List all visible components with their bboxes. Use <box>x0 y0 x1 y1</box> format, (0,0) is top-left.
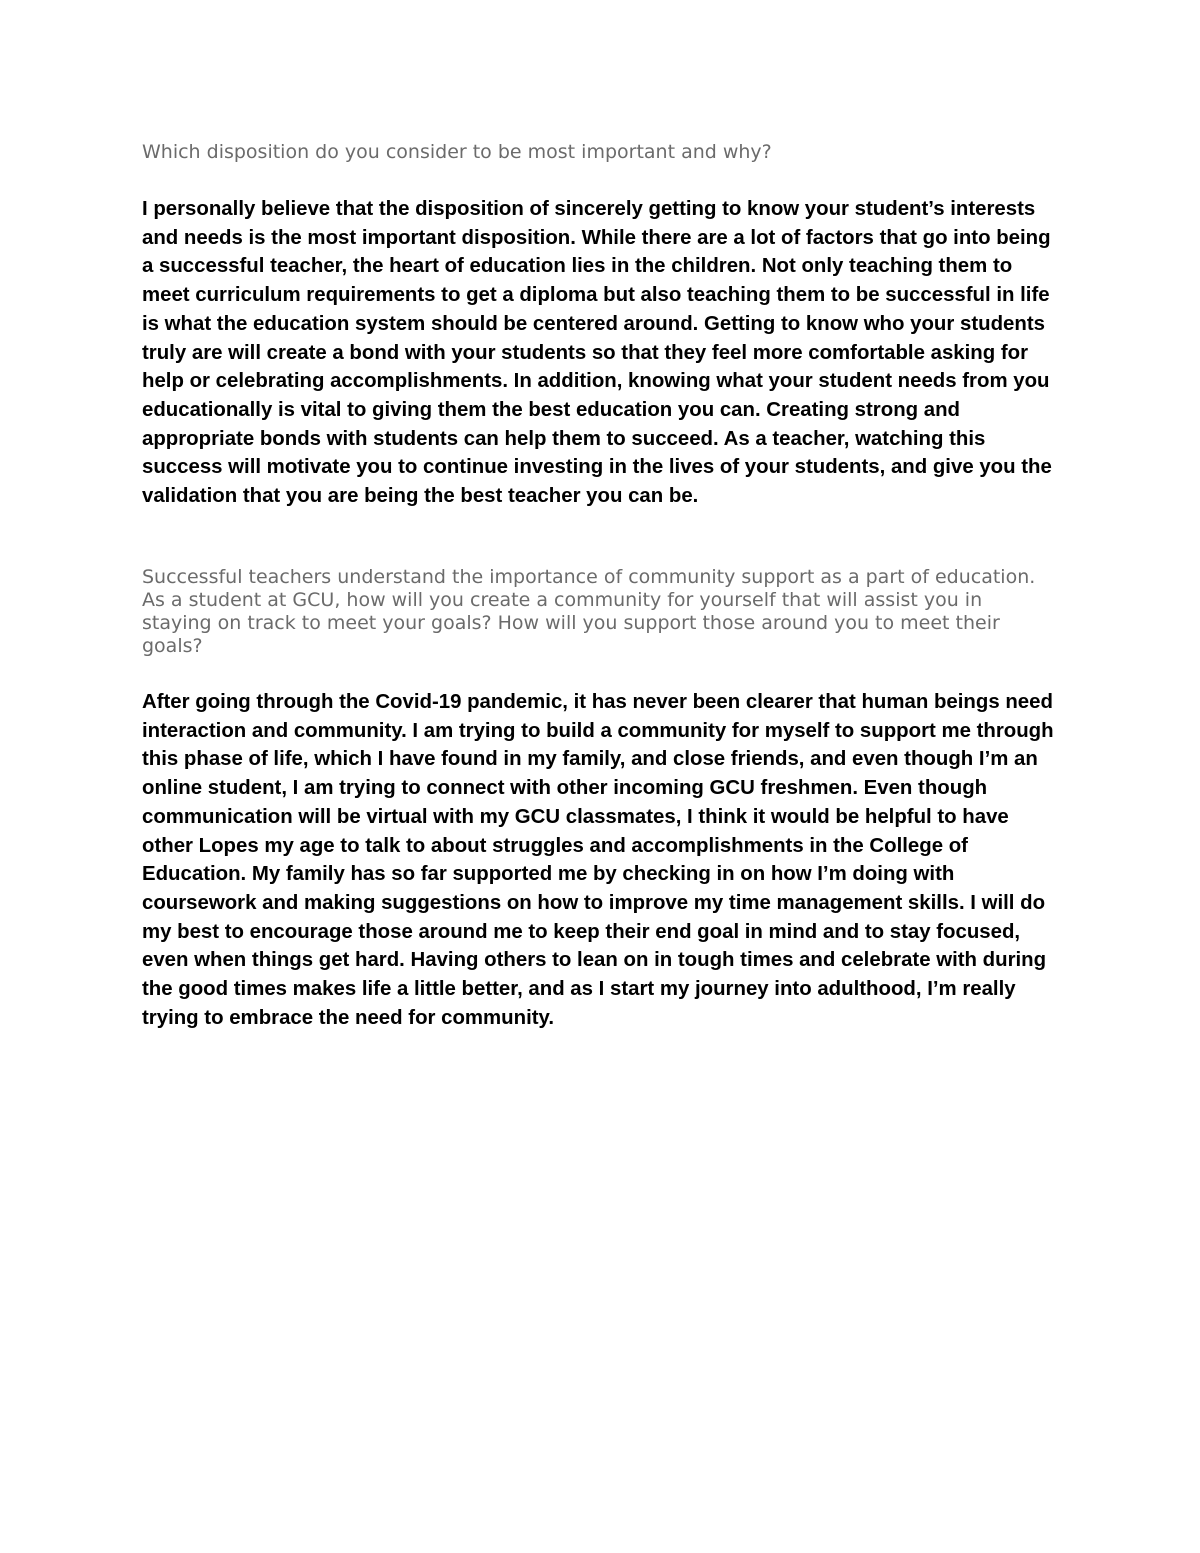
question-2: Successful teachers understand the importance of community support as a part of education. As a student at GCU, how will you create a community for yourself that will assist you in staying on track to meet your goals? How will you support those around you to meet their goals? <box>142 566 1036 657</box>
answer-1: I personally believe that the disposition of sincerely getting to know your student’s interests and needs is the most important disposition. While there are a lot of factors that go into being a successful teacher, the heart of education lies in the children. Not only teaching them to meet curriculum requirements to get a diploma but also teaching them to be successful in life is what the education system should be centered around. Getting to know who your students truly are will create a bond with your students so that they feel more comfortable asking for help or celebrating accomplishments. In addition, knowing what your student needs from you educationally is vital to giving them the best education you can. Creating strong and appropriate bonds with students can help them to succeed. As a teacher, watching this success will motivate you to continue investing in the lives of your students, and give you the validation that you are being the best teacher you can be. <box>142 198 1052 508</box>
answer-2: After going through the Covid-19 pandemic, it has never been clearer that human beings need interaction and community. I am trying to build a community for myself to support me through this phase of life, which I have found in my family, and close friends, and even though I’m an online student, I am trying to connect with other incoming GCU freshmen. Even though communication will be virtual with my GCU classmates, I think it would be helpful to have other Lopes my age to talk to about struggles and accomplishments in the College of Education. My family has so far supported me by checking in on how I’m doing with coursework and making suggestions on how to improve my time management skills. I will do my best to encourage those around me to keep their end goal in mind and to stay focused, even when things get hard. Having others to lean on in tough times and celebrate with during the good times makes life a little better, and as I start my journey into adulthood, I’m really trying to embrace the need for community. <box>142 691 1054 1029</box>
question-1: Which disposition do you consider to be most important and why? <box>142 141 772 163</box>
